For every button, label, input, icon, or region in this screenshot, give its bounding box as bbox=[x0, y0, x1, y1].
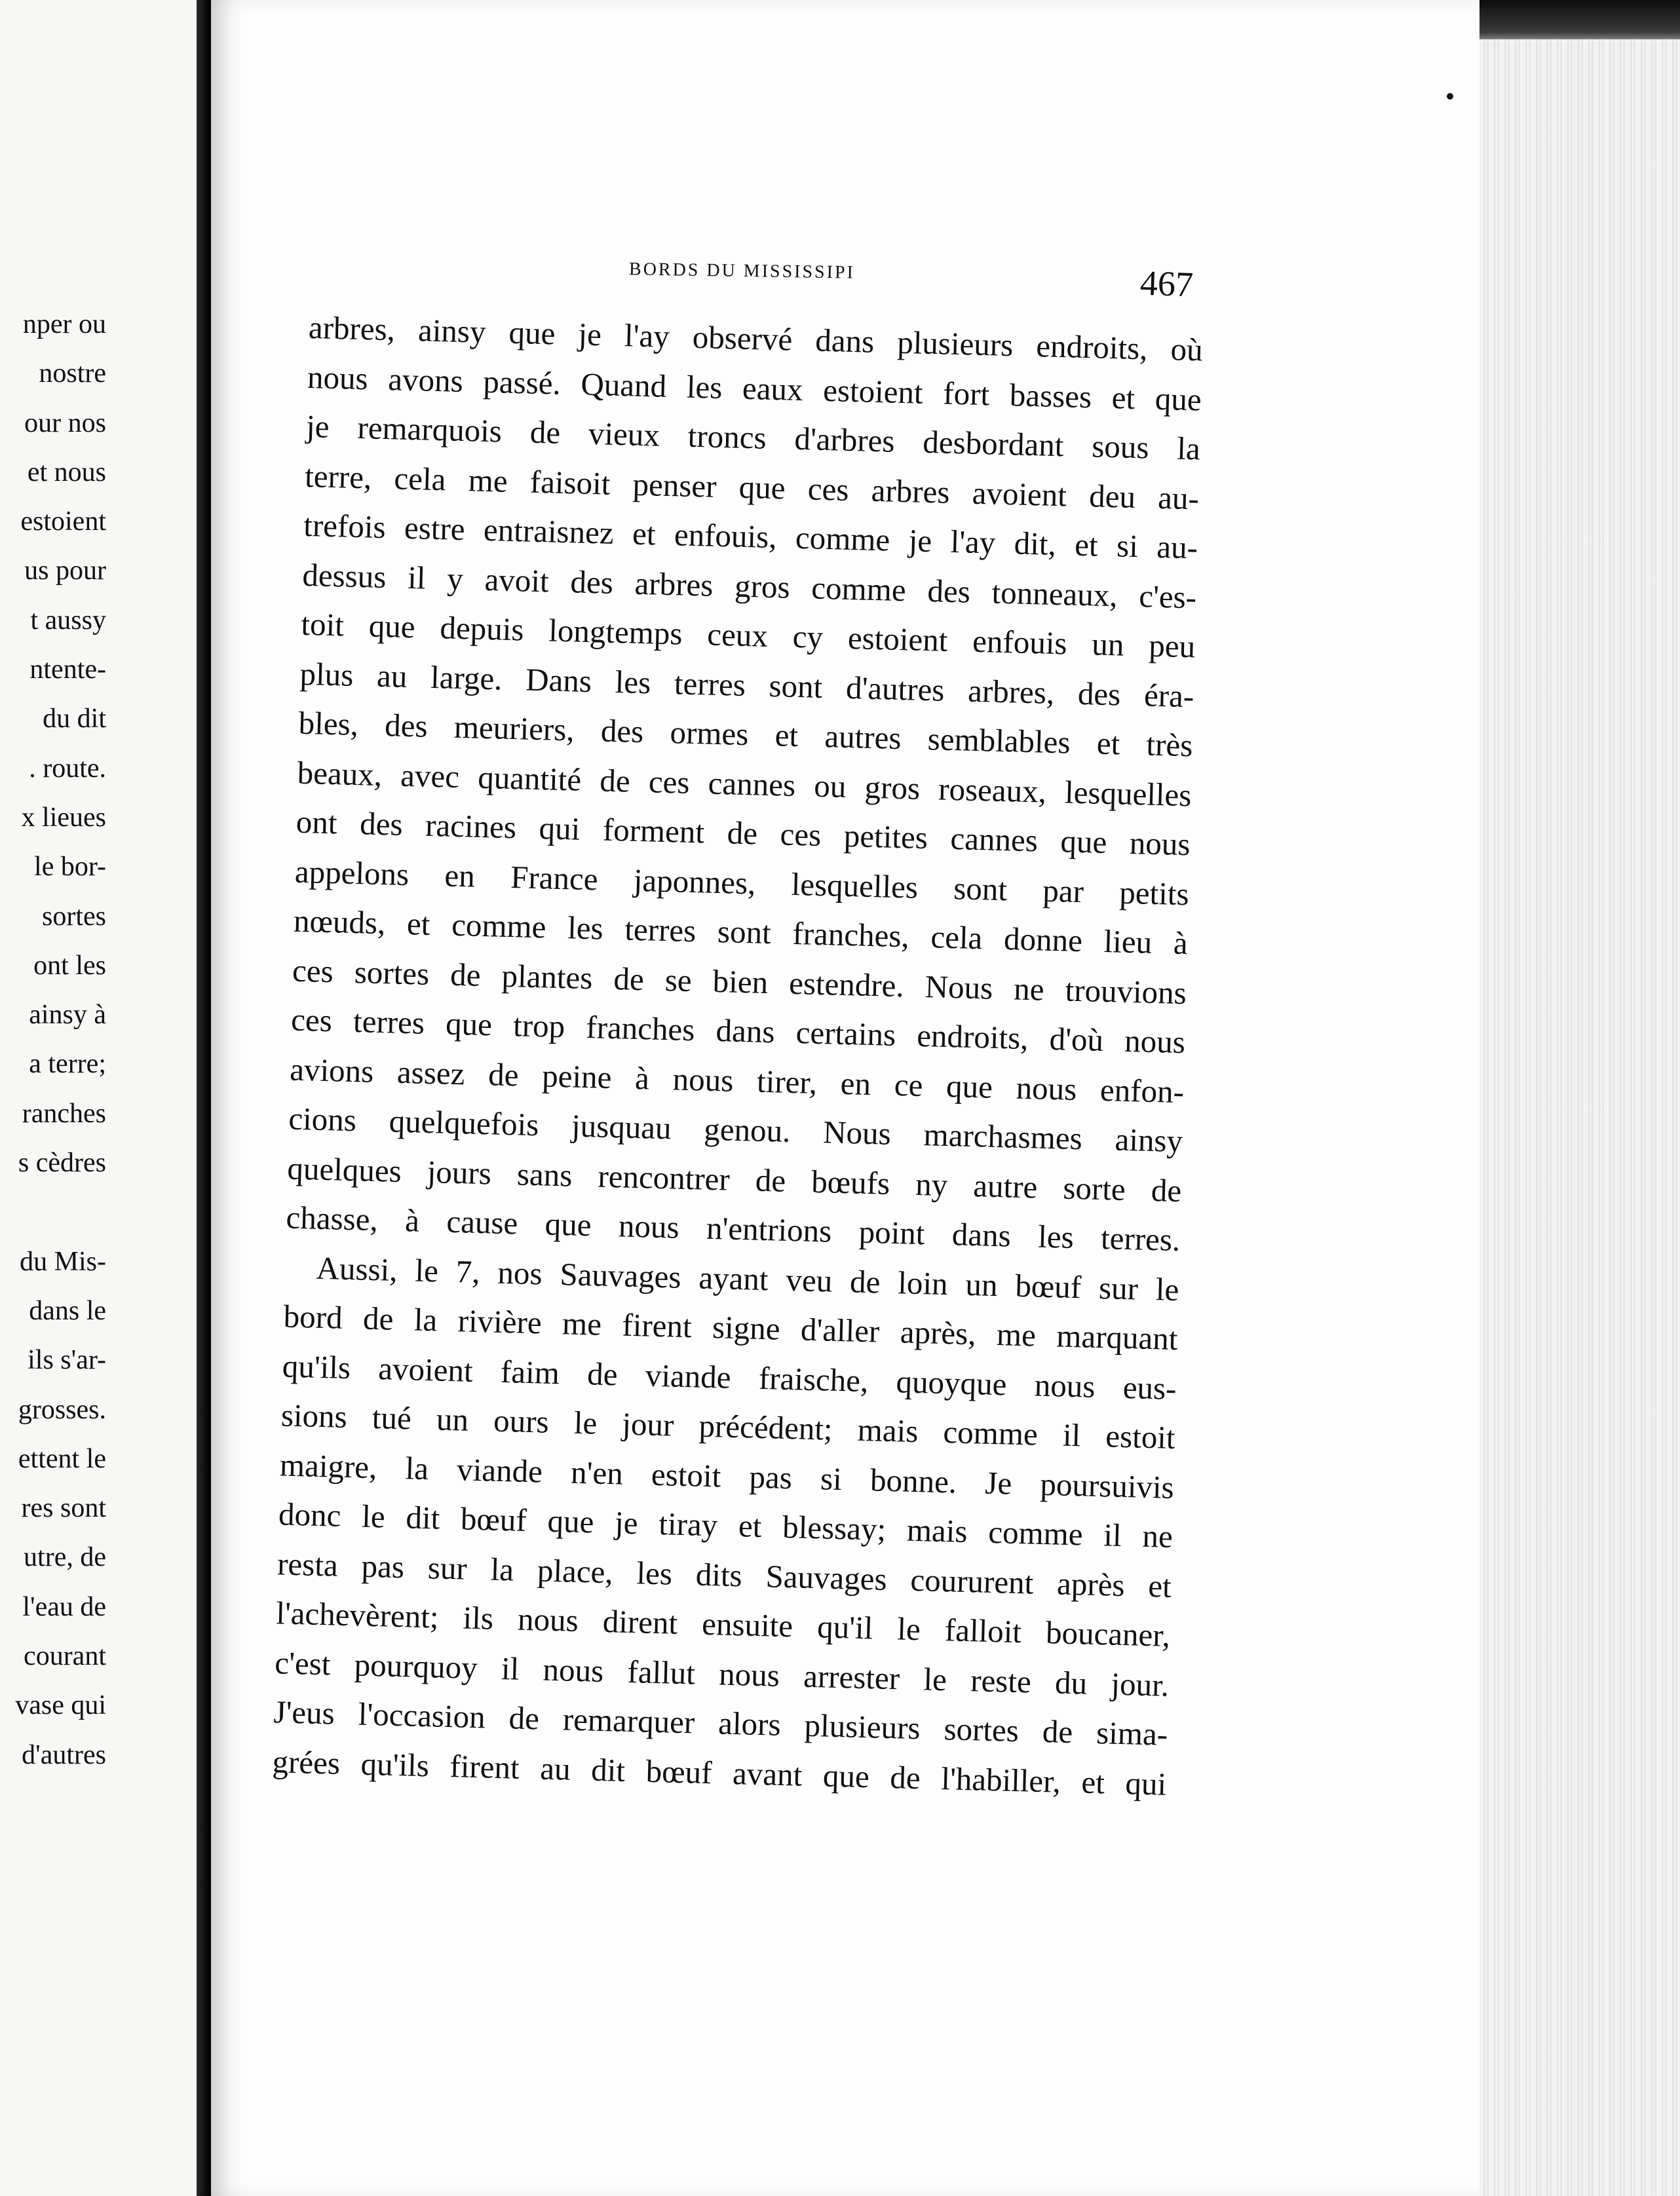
left-page bbox=[0, 0, 204, 2196]
left-line: le bor- bbox=[34, 852, 106, 882]
body-text bbox=[272, 303, 1204, 1809]
left-line: ont les bbox=[33, 950, 106, 981]
text-line: toit que depuis longtemps ceux cy estoient enfouis un peu bbox=[300, 605, 1196, 665]
text-line: quelques jours sans rencontrer de bœufs ny autre sorte de bbox=[286, 1150, 1182, 1209]
text-line: trefois estre entraisnez et enfouis, comme je l'ay dit, et si au- bbox=[303, 506, 1198, 566]
text-line: Aussi, le 7, nos Sauvages ayant veu de loin un bœuf sur le bbox=[316, 1249, 1180, 1308]
text-line: nœuds, et comme les terres sont franches, cela donne lieu à bbox=[293, 902, 1189, 962]
text-line: donc le dit bœuf que je tiray et blessay; mais comme il ne bbox=[278, 1496, 1174, 1555]
text-line: chasse, à cause que nous n'entrions point dans les terres. bbox=[285, 1199, 1181, 1259]
page-mark bbox=[1447, 93, 1453, 100]
left-line: sortes bbox=[42, 901, 106, 932]
left-line: us pour bbox=[24, 556, 106, 586]
text-line: dessus il y avoit des arbres gros comme des tonneaux, c'es- bbox=[301, 556, 1197, 615]
left-line: t aussy bbox=[30, 605, 106, 635]
left-line: courant bbox=[24, 1641, 106, 1672]
text-line: appelons en France japonnes, lesquelles sont par petits bbox=[294, 853, 1190, 912]
left-line: ntente- bbox=[29, 654, 106, 685]
text-line: bord de la rivière me firent signe d'aller après, me marquant bbox=[283, 1298, 1179, 1357]
text-line: beaux, avec quantité de ces cannes ou gros roseaux, lesquelles bbox=[297, 754, 1193, 813]
text-line: maigre, la viande n'en estoit pas si bonne. Je poursuivis bbox=[279, 1446, 1175, 1505]
page-edges bbox=[1480, 39, 1680, 2196]
text-line: ces sortes de plantes de se bien estendre. Nous ne trouvions bbox=[292, 952, 1187, 1011]
left-line: d'autres bbox=[22, 1739, 106, 1770]
left-line: nostre bbox=[39, 358, 106, 389]
text-line: cions quelquefois jusquau genou. Nous marchasmes ainsy bbox=[288, 1100, 1183, 1160]
left-line: du dit bbox=[43, 704, 106, 734]
left-line: ranches bbox=[22, 1098, 106, 1129]
left-line: . route. bbox=[29, 753, 106, 784]
text-line: avions assez de peine à nous tirer, en ce que nous enfon- bbox=[289, 1051, 1185, 1110]
left-line: ainsy à bbox=[29, 1000, 106, 1031]
left-line: a terre; bbox=[29, 1049, 106, 1080]
left-line: res sont bbox=[21, 1493, 106, 1524]
page-number: 467 bbox=[1139, 263, 1194, 305]
text-line: l'achevèrent; ils nous dirent ensuite qu'il le falloit boucaner, bbox=[275, 1595, 1171, 1654]
text-line: ces terres que trop franches dans certains endroits, d'où nous bbox=[290, 1001, 1186, 1061]
running-head: BORDS DU MISSISSIPI bbox=[628, 259, 856, 283]
left-line: nper ou bbox=[22, 309, 106, 339]
left-line: estoient bbox=[20, 506, 106, 537]
left-line: dans le bbox=[29, 1295, 106, 1326]
text-line: terre, cela me faisoit penser que ces arbres avoient deu au- bbox=[304, 457, 1200, 516]
text-line: plus au large. Dans les terres sont d'autres arbres, des éra- bbox=[299, 655, 1194, 714]
left-line: vase qui bbox=[15, 1690, 106, 1721]
left-line: l'eau de bbox=[22, 1591, 106, 1622]
text-line: resta pas sur la place, les dits Sauvages coururent après et bbox=[277, 1545, 1172, 1604]
text-line: sions tué un ours le jour précédent; mais comme il estoit bbox=[280, 1397, 1176, 1456]
left-line: s cèdres bbox=[18, 1148, 106, 1179]
text-line: nous avons passé. Quand les eaux estoient fort basses et que bbox=[307, 358, 1202, 417]
left-line: ils s'ar- bbox=[28, 1345, 106, 1376]
left-line: grosses. bbox=[18, 1394, 106, 1425]
left-line: ettent le bbox=[18, 1443, 106, 1474]
text-line: qu'ils avoient faim de viande fraische, quoyque nous eus- bbox=[282, 1347, 1177, 1407]
left-line: x lieues bbox=[21, 802, 106, 833]
text-line: je remarquois de vieux troncs d'arbres desbordant sous la bbox=[305, 407, 1201, 467]
left-line: et nous bbox=[27, 457, 106, 487]
left-page-text bbox=[0, 300, 106, 1780]
text-line: ont des racines qui forment de ces petites cannes que nous bbox=[296, 803, 1191, 863]
left-line: du Mis- bbox=[20, 1246, 106, 1277]
text-line: grées qu'ils firent au dit bœuf avant que de l'habiller, et qui bbox=[271, 1743, 1167, 1802]
text-line: c'est pourquoy il nous fallut nous arrester le reste du jour. bbox=[274, 1644, 1170, 1703]
text-line: J'eus l'occasion de remarquer alors plusieurs sortes de sima- bbox=[273, 1694, 1168, 1752]
text-line: bles, des meuriers, des ormes et autres semblables et très bbox=[298, 704, 1194, 764]
left-line: our nos bbox=[24, 407, 106, 438]
left-line bbox=[0, 1188, 106, 1237]
text-line: arbres, ainsy que je l'ay observé dans plusieurs endroits, où bbox=[308, 309, 1204, 368]
left-line: utre, de bbox=[24, 1542, 106, 1573]
